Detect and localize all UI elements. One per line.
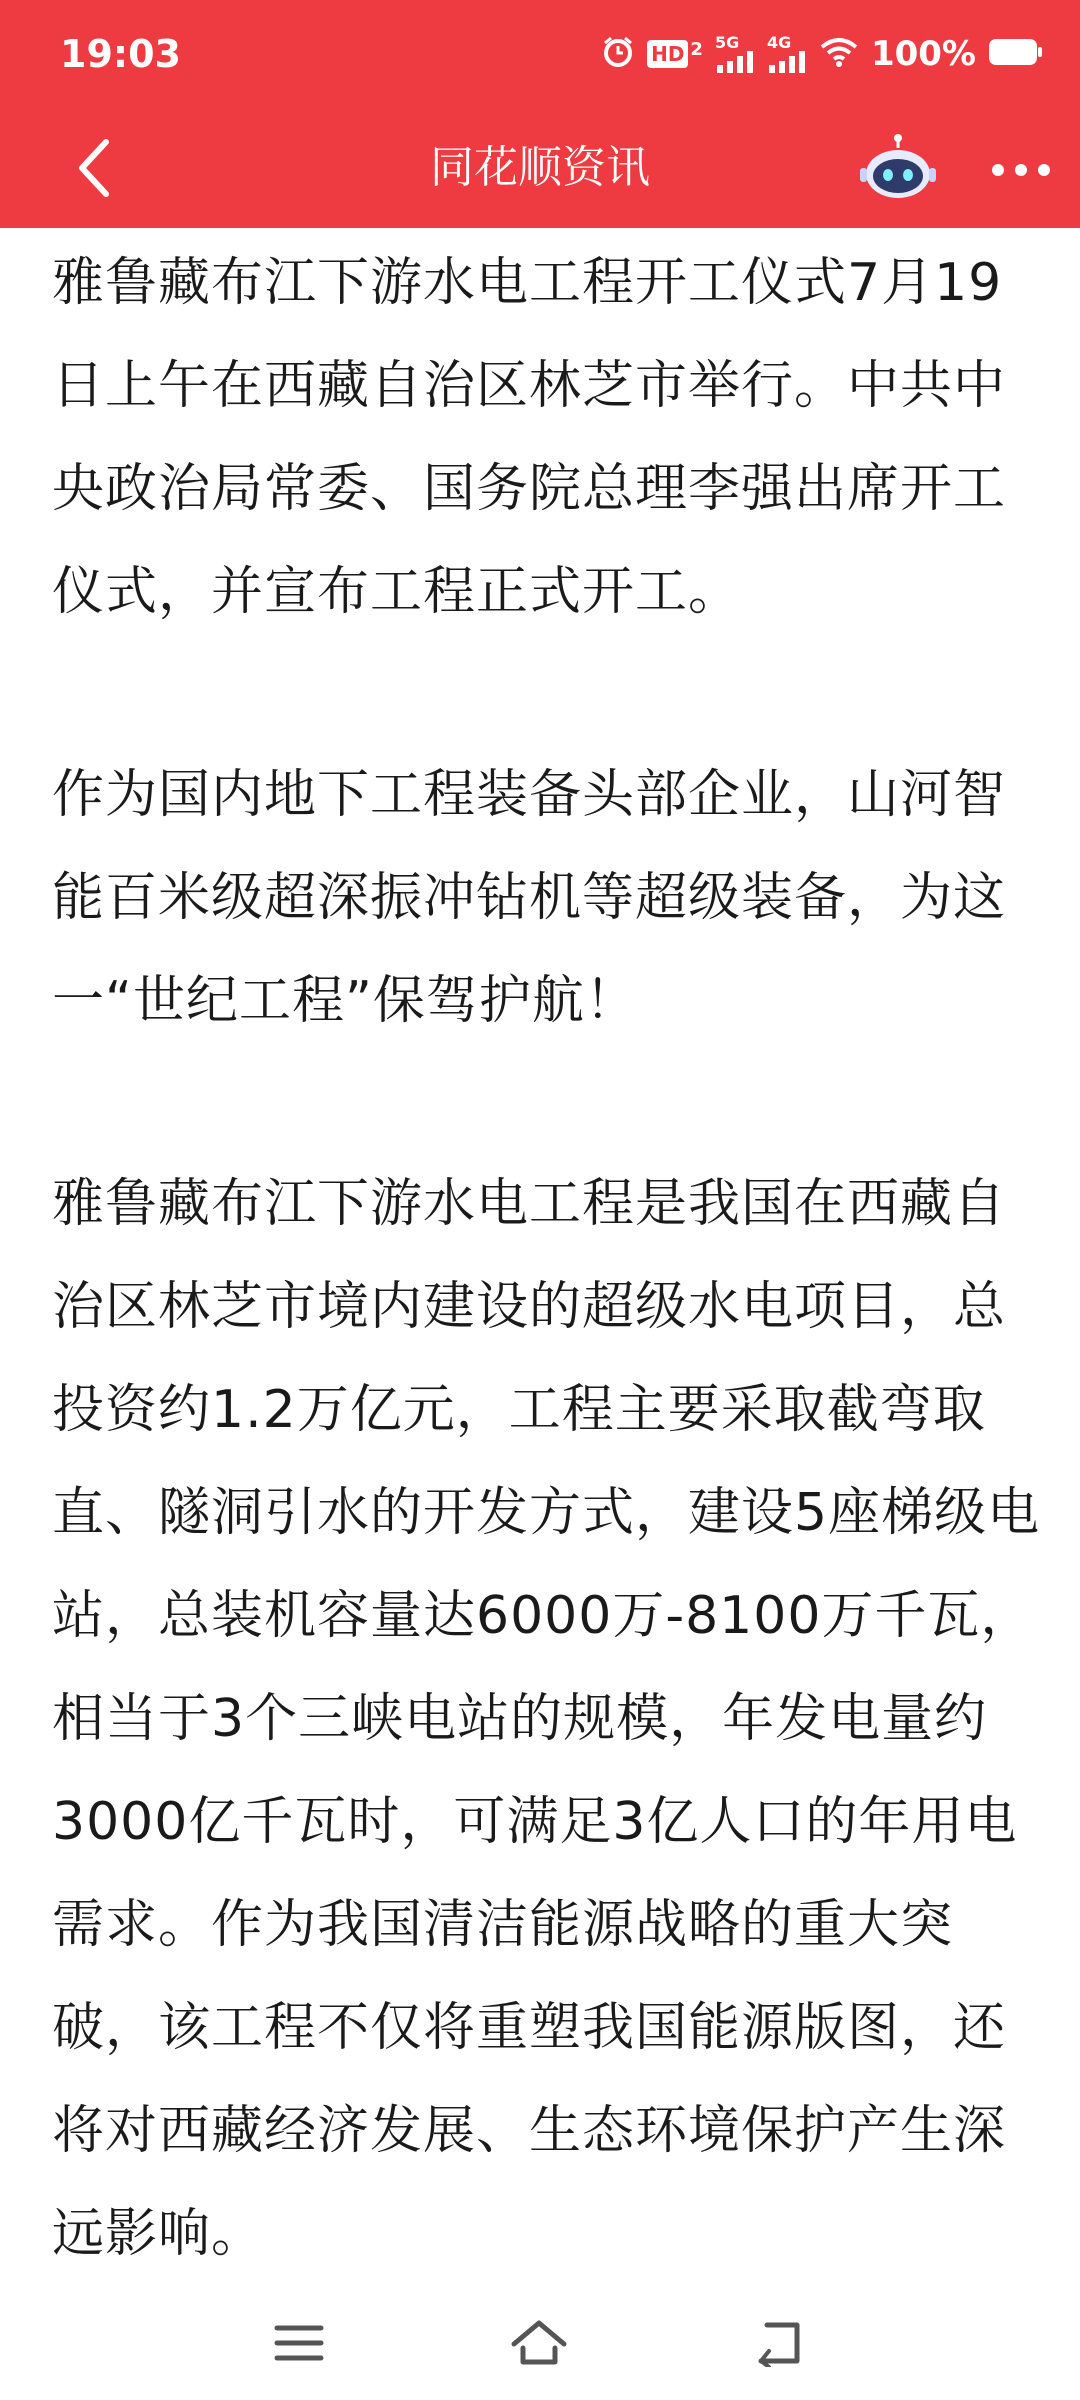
battery-icon — [988, 37, 1044, 71]
article-paragraph: 作为国内地下工程装备头部企业，山河智能百米级超深振冲钻机等超级装备，为这一“世纪工程”保驾护航！ — [52, 765, 1007, 1031]
app-header — [0, 0, 1080, 228]
recent-apps-button[interactable] — [254, 2308, 344, 2378]
menu-icon — [273, 2322, 325, 2364]
status-time: 19:03 — [60, 32, 181, 76]
alarm-icon — [601, 35, 635, 73]
back-button[interactable] — [64, 128, 124, 208]
chevron-left-icon — [74, 137, 114, 199]
article-paragraph: 雅鲁藏布江下游水电工程开工仪式7月19日上午在西藏自治区林芝市举行。中共中央政治局常委、国务院总理李强出席开工仪式，并宣布工程正式开工。 — [52, 253, 1007, 622]
wifi-icon — [819, 36, 859, 72]
article-body — [52, 232, 1042, 2386]
back-icon — [753, 2319, 805, 2367]
status-bar — [0, 0, 1080, 110]
home-icon — [509, 2318, 569, 2368]
hd-icon: HD 2 — [647, 40, 703, 68]
page-title: 同花顺资讯 — [430, 142, 650, 193]
nav-bar — [0, 110, 1080, 228]
5g-signal-icon: 5G — [715, 35, 755, 73]
battery-percent: 100% — [870, 34, 976, 74]
article-paragraph: 雅鲁藏布江下游水电工程是我国在西藏自治区林芝市境内建设的超级水电项目，总投资约1.2万亿元，工程主要采取截弯取直、隧洞引水的开发方式，建设5座梯级电站，总装机容量达6000万-8100万千瓦，相当于3个三峡电站的规模，年发电量约3000亿千瓦时，可满足3亿人口的年用电需求。作为我国清洁能源战略的重大突破，该工程不仅将重塑我国能源版图，还将对西藏经济发展、生态环境保护产生深远影响。 — [52, 1174, 1041, 2264]
4g-signal-icon: 4G — [767, 35, 807, 73]
assistant-button[interactable] — [858, 132, 938, 208]
status-icons — [601, 30, 1044, 78]
more-button[interactable] — [986, 132, 1056, 208]
more-dots-icon — [991, 163, 1051, 177]
home-button[interactable] — [494, 2308, 584, 2378]
back-nav-button[interactable] — [734, 2308, 824, 2378]
robot-assistant-icon — [858, 132, 938, 208]
system-nav-bar — [0, 2290, 1080, 2400]
